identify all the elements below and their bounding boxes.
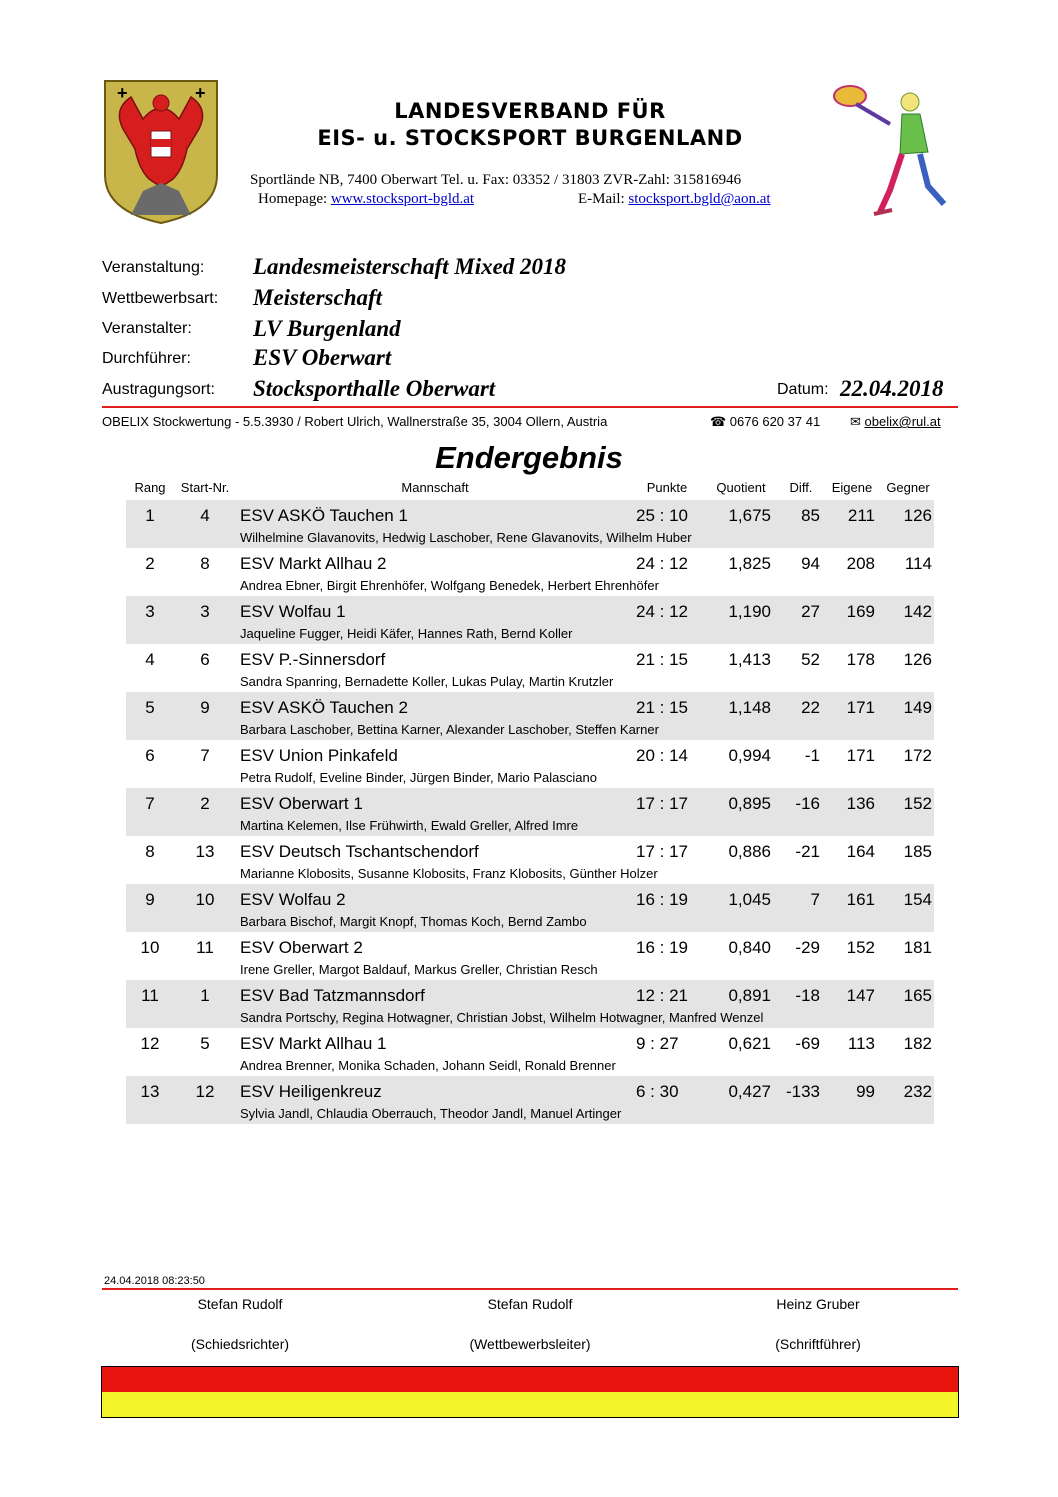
signature-name-schiedsrichter: Stefan Rudolf xyxy=(197,1296,283,1312)
col-quotient: Quotient xyxy=(716,480,766,495)
start-number-cell: 2 xyxy=(200,794,210,813)
durchfuehrer-value: ESV Oberwart xyxy=(253,345,392,370)
team-members: Sylvia Jandl, Chlaudia Oberrauch, Theodor Jandl, Manuel Artinger xyxy=(240,1106,622,1121)
svg-text:+: + xyxy=(117,83,128,103)
start-number-cell: 11 xyxy=(196,938,214,957)
team-name-cell: ESV Union Pinkafeld xyxy=(240,746,398,765)
table-body xyxy=(126,500,934,1124)
team-name-cell: ESV ASKÖ Tauchen 2 xyxy=(240,698,408,717)
start-number-cell: 5 xyxy=(200,1034,210,1053)
stocksport-player-icon xyxy=(816,80,956,220)
own-score-cell: 164 xyxy=(846,842,875,861)
start-number-cell: 7 xyxy=(200,746,210,765)
opponent-score-cell: 114 xyxy=(904,554,932,573)
team-name-cell: ESV Wolfau 2 xyxy=(240,890,346,909)
opponent-score-cell: 152 xyxy=(903,794,932,813)
quotient-cell: 0,886 xyxy=(728,842,771,861)
points-cell: 9 : 27 xyxy=(636,1034,679,1053)
points-cell: 21 : 15 xyxy=(636,650,688,669)
divider-red xyxy=(102,406,958,408)
points-cell: 24 : 12 xyxy=(636,554,688,573)
start-number-cell: 1 xyxy=(200,986,210,1005)
homepage-label: Homepage: xyxy=(258,191,331,207)
flag-stripe-yellow xyxy=(102,1392,958,1417)
start-number-cell: 12 xyxy=(195,1082,215,1101)
signature-role-wettbewerbsleiter: (Wettbewerbsleiter) xyxy=(469,1336,591,1352)
signature-name-schriftfuehrer: Heinz Gruber xyxy=(776,1296,860,1312)
veranstaltung-label: Veranstaltung: xyxy=(102,259,205,276)
quotient-cell: 1,190 xyxy=(728,602,771,621)
points-cell: 12 : 21 xyxy=(636,986,688,1005)
rank-cell: 9 xyxy=(145,890,155,909)
own-score-cell: 136 xyxy=(846,794,875,813)
opponent-score-cell: 154 xyxy=(903,890,932,909)
own-score-cell: 169 xyxy=(846,602,875,621)
difference-cell: -21 xyxy=(795,842,820,861)
team-name-cell: ESV Heiligenkreuz xyxy=(240,1082,382,1101)
team-members: Andrea Brenner, Monika Schaden, Johann Seidl, Ronald Brenner xyxy=(240,1058,616,1073)
col-gegner: Gegner xyxy=(886,480,930,495)
difference-cell: 94 xyxy=(801,554,820,573)
envelope-icon: ✉ xyxy=(850,414,861,429)
team-members: Barbara Laschober, Bettina Karner, Alexander Laschober, Steffen Karner xyxy=(240,722,659,737)
signature-role-schriftfuehrer: (Schriftführer) xyxy=(775,1336,861,1352)
opponent-score-cell: 126 xyxy=(903,506,932,525)
signature-name-wettbewerbsleiter: Stefan Rudolf xyxy=(487,1296,573,1312)
wettbewerbsart-value: Meisterschaft xyxy=(253,285,383,310)
points-cell: 17 : 17 xyxy=(636,842,688,861)
quotient-cell: 1,148 xyxy=(728,698,771,717)
start-number-cell: 4 xyxy=(200,506,210,525)
team-name-cell: ESV Wolfau 1 xyxy=(240,602,346,621)
own-score-cell: 99 xyxy=(856,1082,875,1101)
difference-cell: 7 xyxy=(810,890,820,909)
rank-cell: 3 xyxy=(145,602,155,621)
email-label: E-Mail: xyxy=(578,191,629,207)
org-name-line1: LANDESVERBAND FÜR xyxy=(394,99,666,123)
org-name-line2: EIS- u. STOCKSPORT BURGENLAND xyxy=(317,126,743,150)
datum-value: 22.04.2018 xyxy=(840,376,944,401)
quotient-cell: 0,891 xyxy=(728,986,771,1005)
col-punkte: Punkte xyxy=(646,480,688,495)
col-start: Start-Nr. xyxy=(180,480,230,495)
table-header xyxy=(126,480,934,500)
difference-cell: 22 xyxy=(801,698,820,717)
rank-cell: 10 xyxy=(140,938,160,957)
opponent-score-cell: 142 xyxy=(903,602,932,621)
phone-number: ☎ 0676 620 37 41 xyxy=(710,414,821,429)
points-cell: 6 : 30 xyxy=(636,1082,679,1101)
table-row xyxy=(126,836,934,884)
quotient-cell: 0,895 xyxy=(728,794,771,813)
veranstalter-value: LV Burgenland xyxy=(253,316,401,341)
own-score-cell: 171 xyxy=(846,698,875,717)
austragungsort-label: Austragungsort: xyxy=(102,381,215,398)
rank-cell: 4 xyxy=(145,650,155,669)
difference-cell: -1 xyxy=(804,746,820,765)
print-timestamp: 24.04.2018 08:23:50 xyxy=(104,1275,205,1287)
opponent-score-cell: 126 xyxy=(903,650,932,669)
difference-cell: -69 xyxy=(795,1034,820,1053)
table-row xyxy=(126,980,934,1028)
start-number-cell: 13 xyxy=(195,842,215,861)
difference-cell: -29 xyxy=(795,938,820,957)
opponent-score-cell: 149 xyxy=(903,698,932,717)
flag-stripe-red xyxy=(102,1367,958,1392)
own-score-cell: 208 xyxy=(846,554,875,573)
table-row xyxy=(126,740,934,788)
team-members: Petra Rudolf, Eveline Binder, Jürgen Binder, Mario Palasciano xyxy=(240,770,597,785)
team-members: Martina Kelemen, Ilse Frühwirth, Ewald Greller, Alfred Imre xyxy=(240,818,579,833)
own-score-cell: 113 xyxy=(847,1034,875,1053)
rank-cell: 12 xyxy=(140,1034,160,1053)
start-number-cell: 8 xyxy=(200,554,210,573)
team-name-cell: ESV Markt Allhau 1 xyxy=(240,1034,387,1053)
opponent-score-cell: 232 xyxy=(903,1082,932,1101)
homepage-link[interactable]: www.stocksport-bgld.at xyxy=(330,191,475,207)
table-row xyxy=(126,644,934,692)
team-members: Sandra Portschy, Regina Hotwagner, Christian Jobst, Wilhelm Hotwagner, Manfred Wenzel xyxy=(240,1010,764,1025)
quotient-cell: 1,045 xyxy=(728,890,771,909)
svg-text:+: + xyxy=(195,83,206,103)
own-score-cell: 152 xyxy=(846,938,875,957)
table-row xyxy=(126,548,934,596)
quotient-cell: 1,825 xyxy=(728,554,771,573)
page-title: Endergebnis xyxy=(435,440,623,475)
signature-role-schiedsrichter: (Schiedsrichter) xyxy=(190,1336,290,1352)
team-name-cell: ESV P.-Sinnersdorf xyxy=(240,650,386,669)
own-score-cell: 161 xyxy=(846,890,875,909)
opponent-score-cell: 172 xyxy=(903,746,932,765)
burgenland-flag xyxy=(101,1366,959,1418)
burgenland-coat-of-arms-icon xyxy=(103,79,219,225)
homepage-line xyxy=(258,191,474,208)
team-members: Barbara Bischof, Margit Knopf, Thomas Koch, Bernd Zambo xyxy=(240,914,587,929)
team-members: Wilhelmine Glavanovits, Hedwig Laschober, Rene Glavanovits, Wilhelm Huber xyxy=(240,530,692,545)
opponent-score-cell: 165 xyxy=(903,986,932,1005)
software-email xyxy=(850,414,941,430)
col-rang: Rang xyxy=(134,480,166,495)
rank-cell: 11 xyxy=(141,986,159,1005)
points-cell: 21 : 15 xyxy=(636,698,688,717)
quotient-cell: 0,621 xyxy=(728,1034,771,1053)
org-contact: Sportlände NB, 7400 Oberwart Tel. u. Fax: 03352 / 31803 ZVR-Zahl: 315816946 xyxy=(250,172,742,188)
team-name-cell: ESV ASKÖ Tauchen 1 xyxy=(240,506,408,525)
team-members: Jaqueline Fugger, Heidi Käfer, Hannes Rath, Bernd Koller xyxy=(240,626,573,641)
veranstaltung-value: Landesmeisterschaft Mixed 2018 xyxy=(253,254,567,279)
team-members: Andrea Ebner, Birgit Ehrenhöfer, Wolfgang Benedek, Herbert Ehrenhöfer xyxy=(240,578,659,593)
opponent-score-cell: 185 xyxy=(903,842,932,861)
rank-cell: 6 xyxy=(145,746,155,765)
email-link[interactable]: stocksport.bgld@aon.at xyxy=(628,191,771,207)
datum-label: Datum: xyxy=(777,381,829,398)
col-team: Mannschaft xyxy=(401,480,469,495)
own-score-cell: 171 xyxy=(846,746,875,765)
table-row xyxy=(126,884,934,932)
own-score-cell: 178 xyxy=(846,650,875,669)
opponent-score-cell: 181 xyxy=(903,938,932,957)
start-number-cell: 9 xyxy=(200,698,210,717)
table-row xyxy=(126,1076,934,1124)
difference-cell: 85 xyxy=(801,506,820,525)
quotient-cell: 0,840 xyxy=(728,938,771,957)
durchfuehrer-label: Durchführer: xyxy=(102,350,191,367)
wettbewerbsart-label: Wettbewerbsart: xyxy=(102,290,219,307)
rank-cell: 1 xyxy=(145,506,155,525)
team-name-cell: ESV Deutsch Tschantschendorf xyxy=(240,842,479,861)
austragungsort-value: Stocksporthalle Oberwart xyxy=(253,376,496,401)
team-name-cell: ESV Oberwart 1 xyxy=(240,794,363,813)
difference-cell: -18 xyxy=(795,986,820,1005)
own-score-cell: 147 xyxy=(846,986,875,1005)
points-cell: 17 : 17 xyxy=(636,794,688,813)
quotient-cell: 1,413 xyxy=(728,650,771,669)
team-members: Irene Greller, Margot Baldauf, Markus Greller, Christian Resch xyxy=(240,962,598,977)
points-cell: 20 : 14 xyxy=(636,746,688,765)
difference-cell: -16 xyxy=(795,794,820,813)
own-score-cell: 211 xyxy=(847,506,875,525)
email-line xyxy=(578,191,771,208)
points-cell: 24 : 12 xyxy=(636,602,688,621)
team-members: Marianne Klobosits, Susanne Klobosits, Franz Klobosits, Günther Holzer xyxy=(240,866,658,881)
quotient-cell: 0,427 xyxy=(728,1082,771,1101)
table-row xyxy=(126,1028,934,1076)
results-table xyxy=(126,480,934,1124)
table-row xyxy=(126,932,934,980)
col-diff: Diff. xyxy=(789,480,813,495)
difference-cell: 52 xyxy=(801,650,820,669)
team-name-cell: ESV Oberwart 2 xyxy=(240,938,363,957)
table-row xyxy=(126,788,934,836)
points-cell: 16 : 19 xyxy=(636,890,688,909)
table-row xyxy=(126,692,934,740)
col-eigene: Eigene xyxy=(831,480,873,495)
veranstalter-label: Veranstalter: xyxy=(102,320,192,337)
opponent-score-cell: 182 xyxy=(903,1034,932,1053)
rank-cell: 13 xyxy=(140,1082,160,1101)
software-email-link[interactable]: obelix@rul.at xyxy=(864,414,941,429)
rank-cell: 2 xyxy=(145,554,155,573)
start-number-cell: 3 xyxy=(200,602,210,621)
points-cell: 25 : 10 xyxy=(636,506,688,525)
rank-cell: 5 xyxy=(145,698,155,717)
points-cell: 16 : 19 xyxy=(636,938,688,957)
software-credit: OBELIX Stockwertung - 5.5.3930 / Robert Ulrich, Wallnerstraße 35, 3004 Ollern, Austria xyxy=(102,414,608,429)
rank-cell: 7 xyxy=(145,794,155,813)
start-number-cell: 10 xyxy=(195,890,215,909)
team-name-cell: ESV Bad Tatzmannsdorf xyxy=(240,986,425,1005)
table-row xyxy=(126,596,934,644)
difference-cell: 27 xyxy=(801,602,820,621)
team-name-cell: ESV Markt Allhau 2 xyxy=(240,554,387,573)
quotient-cell: 0,994 xyxy=(728,746,771,765)
quotient-cell: 1,675 xyxy=(728,506,771,525)
divider-red xyxy=(102,1288,958,1290)
start-number-cell: 6 xyxy=(200,650,210,669)
table-row xyxy=(126,500,934,548)
difference-cell: -133 xyxy=(785,1082,820,1101)
rank-cell: 8 xyxy=(145,842,155,861)
team-members: Sandra Spanring, Bernadette Koller, Lukas Pulay, Martin Krutzler xyxy=(240,674,614,689)
